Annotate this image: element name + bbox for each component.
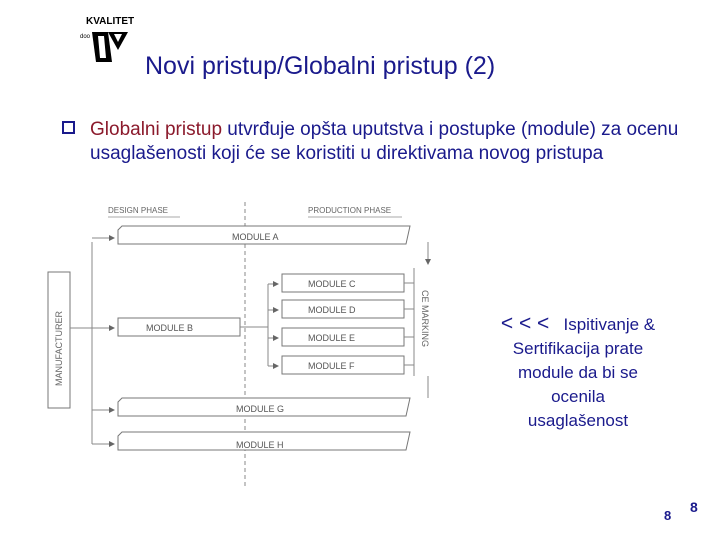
side-note-line3: module da bi se [517, 363, 639, 382]
module-f-label: MODULE F [308, 361, 355, 371]
side-note-line5: usaglašenost [527, 411, 629, 430]
module-e-label: MODULE E [308, 333, 356, 343]
logo-sub-text: doo [80, 34, 91, 40]
logo-mark-icon [92, 32, 128, 62]
conformity-modules-diagram [40, 198, 450, 490]
side-note-line2: Sertifikacija prate [512, 339, 644, 358]
module-b-label: MODULE B [146, 323, 194, 333]
page-number-outer: 8 [690, 499, 698, 515]
side-note-line1 [478, 312, 678, 337]
side-note [478, 312, 678, 433]
ce-marking-label: CE MARKING [420, 290, 430, 348]
square-bullet-icon [62, 121, 75, 134]
module-c-label: MODULE C [308, 279, 356, 289]
design-phase-label: DESIGN PHASE [108, 206, 169, 215]
side-note-line4: ocenila [551, 387, 605, 406]
kvalitet-logo [78, 14, 140, 70]
slide-title: Novi pristup/Globalni pristup (2) [145, 52, 496, 80]
bullet-body: utvrđuje opšta uputstva i postupke (module) za ocenu usaglašenosti koji će se koristiti u direktivama novog pristupa [90, 119, 679, 164]
bullet-text [90, 118, 690, 166]
production-phase-label: PRODUCTION PHASE [308, 206, 392, 215]
module-g-label: MODULE G [236, 404, 285, 414]
manufacturer-label: MANUFACTURER [54, 310, 64, 386]
module-h-label: MODULE H [236, 440, 284, 450]
page-number-inner: 8 [664, 508, 672, 523]
bullet-highlight: Globalni pristup [90, 119, 223, 140]
logo-brand-text: KVALITET [86, 16, 135, 27]
side-note-line1-text: Ispitivanje & [563, 315, 656, 334]
module-d-label: MODULE D [308, 305, 356, 315]
module-a-label: MODULE A [232, 232, 279, 242]
side-note-arrows: < < < [500, 312, 550, 335]
